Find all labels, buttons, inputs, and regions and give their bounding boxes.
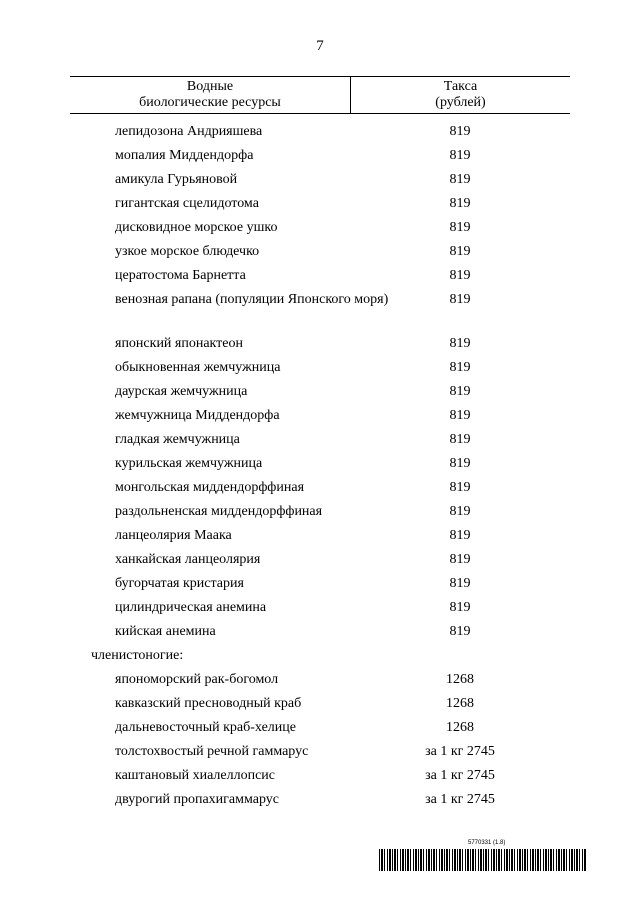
rate-value: за 1 кг 2745	[425, 744, 495, 759]
rate-value: 819	[449, 268, 471, 283]
rate-value: 819	[449, 504, 471, 519]
table-row	[0, 719, 640, 743]
resource-name: гладкая жемчужница	[115, 432, 240, 447]
resource-name: монгольская миддендорффиная	[115, 480, 305, 495]
rate-value: 819	[449, 552, 471, 567]
page-number: 7	[316, 38, 324, 54]
resource-name: жемчужница Миддендорфа	[115, 408, 280, 423]
table-row	[0, 503, 640, 527]
resource-name: ханкайская ланцеолярия	[115, 552, 261, 567]
document-code: 5770331 (1.8)	[468, 840, 506, 846]
resource-name: мопалия Миддендорфа	[115, 148, 254, 163]
resource-name: венозная рапана (популяции Японского моря)	[115, 292, 389, 307]
resource-name: курильская жемчужница	[115, 456, 263, 471]
section-heading-row	[0, 647, 640, 671]
resource-name: гигантская сцелидотома	[115, 196, 259, 211]
table-row	[0, 527, 640, 551]
table-row	[0, 383, 640, 407]
rate-value: 819	[449, 244, 471, 259]
table-body	[0, 123, 640, 815]
rate-value: 819	[449, 124, 471, 139]
table-row	[0, 623, 640, 647]
resource-name: раздольненская миддендорффиная	[115, 504, 323, 519]
rate-value	[381, 647, 491, 671]
header-rate-line2: (рублей)	[435, 95, 486, 110]
table-row	[0, 407, 640, 431]
section-heading: членистоногие:	[91, 648, 184, 663]
rate-value: 819	[449, 384, 471, 399]
table-row	[0, 147, 640, 171]
resource-name: толстохвостый речной гаммарус	[115, 744, 309, 759]
table-row	[0, 743, 640, 767]
resource-name: японский японактеон	[115, 336, 244, 351]
rate-value: 819	[449, 480, 471, 495]
table-row	[0, 291, 640, 335]
table-row	[0, 243, 640, 267]
rate-value: 819	[449, 624, 471, 639]
table-row	[0, 195, 640, 219]
rate-value: 819	[449, 600, 471, 615]
resource-name: дальневосточный краб-хелице	[115, 720, 296, 735]
header-resources-line1: Водные	[186, 79, 234, 94]
table-row	[0, 123, 640, 147]
table-row	[0, 551, 640, 575]
rate-value: за 1 кг 2745	[425, 768, 495, 783]
resource-name: каштановый хиалеллопсис	[115, 768, 276, 783]
resource-name: цератостома Барнетта	[115, 268, 246, 283]
table-row	[0, 219, 640, 243]
barcode-icon	[379, 849, 587, 871]
table-row	[0, 767, 640, 791]
resource-name: лепидозона Андрияшева	[115, 124, 263, 139]
resource-name: узкое морское блюдечко	[115, 244, 260, 259]
header-rate-column	[351, 77, 570, 113]
header-rate-line1: Такса	[443, 79, 478, 94]
resource-name: ланцеолярия Маака	[115, 528, 232, 543]
table-row	[0, 267, 640, 291]
resource-name: амикула Гурьяновой	[115, 172, 238, 187]
table-row	[0, 455, 640, 479]
table-row	[0, 575, 640, 599]
rate-value: 819	[449, 456, 471, 471]
rate-value: 819	[449, 360, 471, 375]
table-row	[0, 359, 640, 383]
rate-value: 819	[449, 172, 471, 187]
table-row	[0, 695, 640, 719]
resource-name: бугорчатая кристария	[115, 576, 244, 591]
rate-value: 819	[449, 292, 471, 307]
resource-name: даурская жемчужница	[115, 384, 248, 399]
rate-value: 819	[449, 220, 471, 235]
table-row	[0, 599, 640, 623]
rate-value: 1268	[446, 720, 474, 735]
rate-value: 819	[449, 528, 471, 543]
table-row	[0, 791, 640, 815]
resource-name: кийская анемина	[115, 624, 216, 639]
table-row	[0, 479, 640, 503]
table-row	[0, 335, 640, 359]
rate-value: 819	[449, 336, 471, 351]
rate-value: за 1 кг 2745	[425, 792, 495, 807]
header-resources-line2: биологические ресурсы	[139, 95, 281, 110]
rate-value: 819	[449, 196, 471, 211]
resource-name: цилиндрическая анемина	[115, 600, 267, 615]
resource-name: двурогий пропахигаммарус	[115, 792, 279, 807]
table-row	[0, 671, 640, 695]
resource-name: япономорский рак-богомол	[115, 672, 279, 687]
rate-value: 819	[449, 432, 471, 447]
rate-value: 1268	[446, 696, 474, 711]
resource-name: дисковидное морское ушко	[115, 220, 278, 235]
rate-value: 819	[449, 408, 471, 423]
rate-value: 819	[449, 576, 471, 591]
rate-value: 819	[449, 148, 471, 163]
header-resources-column	[70, 77, 351, 113]
resource-name: кавказский пресноводный краб	[115, 696, 302, 711]
resource-name: обыкновенная жемчужница	[115, 360, 281, 375]
table-row	[0, 171, 640, 195]
rate-value: 1268	[446, 672, 474, 687]
table-header	[70, 76, 570, 114]
table-row	[0, 431, 640, 455]
